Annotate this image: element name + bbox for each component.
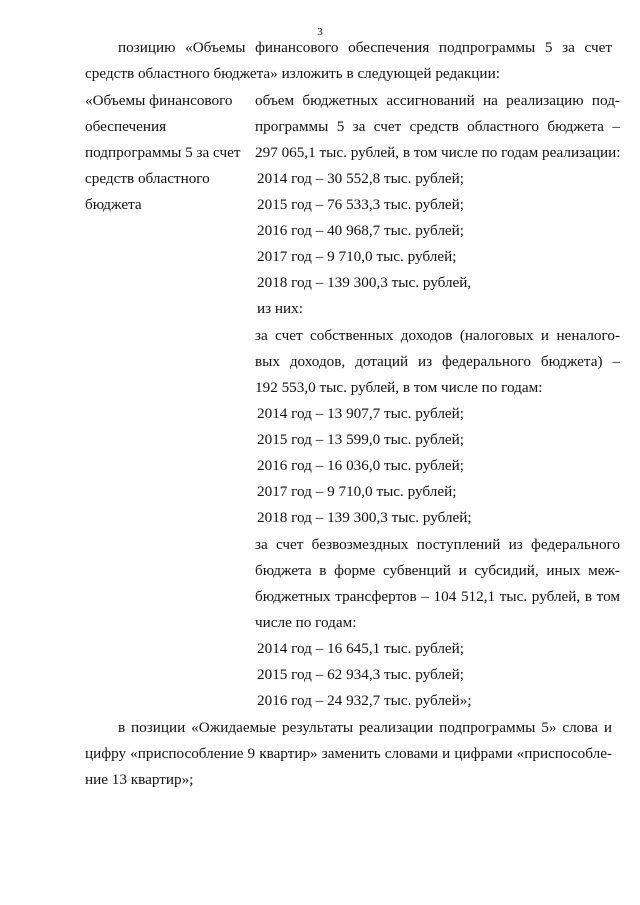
federal-text-line: за счет безвозмездных поступлений из федерального — [255, 536, 620, 553]
own-text-line: за счет собственных доходов (налоговых и неналого- — [255, 327, 620, 344]
federal-year-line: 2014 год – 16 645,1 тыс. рублей; — [257, 640, 465, 657]
total-text-line: 297 065,1 тыс. рублей, в том числе по годам реализации: — [255, 144, 621, 161]
total-year-line: 2014 год – 30 552,8 тыс. рублей; — [257, 170, 465, 187]
page-number: 3 — [317, 26, 323, 38]
own-text-line: вых доходов, дотаций из федерального бюджета) – — [255, 353, 620, 370]
own-text-line: 192 553,0 тыс. рублей, в том числе по годам: — [255, 379, 543, 396]
own-year-line: 2016 год – 16 036,0 тыс. рублей; — [257, 457, 465, 474]
left-cell-line: «Объемы финансового — [85, 92, 233, 109]
total-text-line: объем бюджетных ассигнований на реализацию под- — [255, 92, 620, 109]
own-year-line: 2015 год – 13 599,0 тыс. рублей; — [257, 431, 465, 448]
total-year-line: 2016 год – 40 968,7 тыс. рублей; — [257, 222, 465, 239]
own-year-line: 2014 год – 13 907,7 тыс. рублей; — [257, 405, 465, 422]
own-year-line: 2017 год – 9 710,0 тыс. рублей; — [257, 483, 457, 500]
outro-line-1: в позиции «Ожидаемые результаты реализации подпрограммы 5» слова и — [118, 719, 612, 736]
left-cell-line: средств областного — [85, 170, 210, 187]
outro-line-2: цифру «приспособление 9 квартир» заменить словами и цифрами «приспособле- — [85, 745, 612, 762]
federal-year-line: 2016 год – 24 932,7 тыс. рублей»; — [257, 692, 472, 709]
of-them-label: из них: — [257, 300, 303, 317]
intro-line-2: средств областного бюджета» изложить в следующей редакции: — [85, 65, 500, 82]
federal-text-line: бюджета в форме субвенций и субсидий, иных меж- — [255, 562, 620, 579]
left-cell-line: обеспечения — [85, 118, 167, 135]
total-text-line: программы 5 за счет средств областного бюджета – — [255, 118, 620, 135]
federal-text-line: бюджетных трансфертов – 104 512,1 тыс. рублей, в том — [255, 588, 620, 605]
own-year-line: 2018 год – 139 300,3 тыс. рублей; — [257, 509, 472, 526]
total-year-line: 2018 год – 139 300,3 тыс. рублей, — [257, 274, 472, 291]
left-cell-line: подпрограммы 5 за счет — [85, 144, 241, 161]
total-year-line: 2015 год – 76 533,3 тыс. рублей; — [257, 196, 465, 213]
federal-text-line: числе по годам: — [255, 614, 357, 631]
federal-year-line: 2015 год – 62 934,3 тыс. рублей; — [257, 666, 465, 683]
outro-line-3: ние 13 квартир»; — [85, 771, 194, 788]
intro-line-1: позицию «Объемы финансового обеспечения подпрограммы 5 за счет — [118, 39, 612, 56]
total-year-line: 2017 год – 9 710,0 тыс. рублей; — [257, 248, 457, 265]
left-cell-line: бюджета — [85, 196, 142, 213]
